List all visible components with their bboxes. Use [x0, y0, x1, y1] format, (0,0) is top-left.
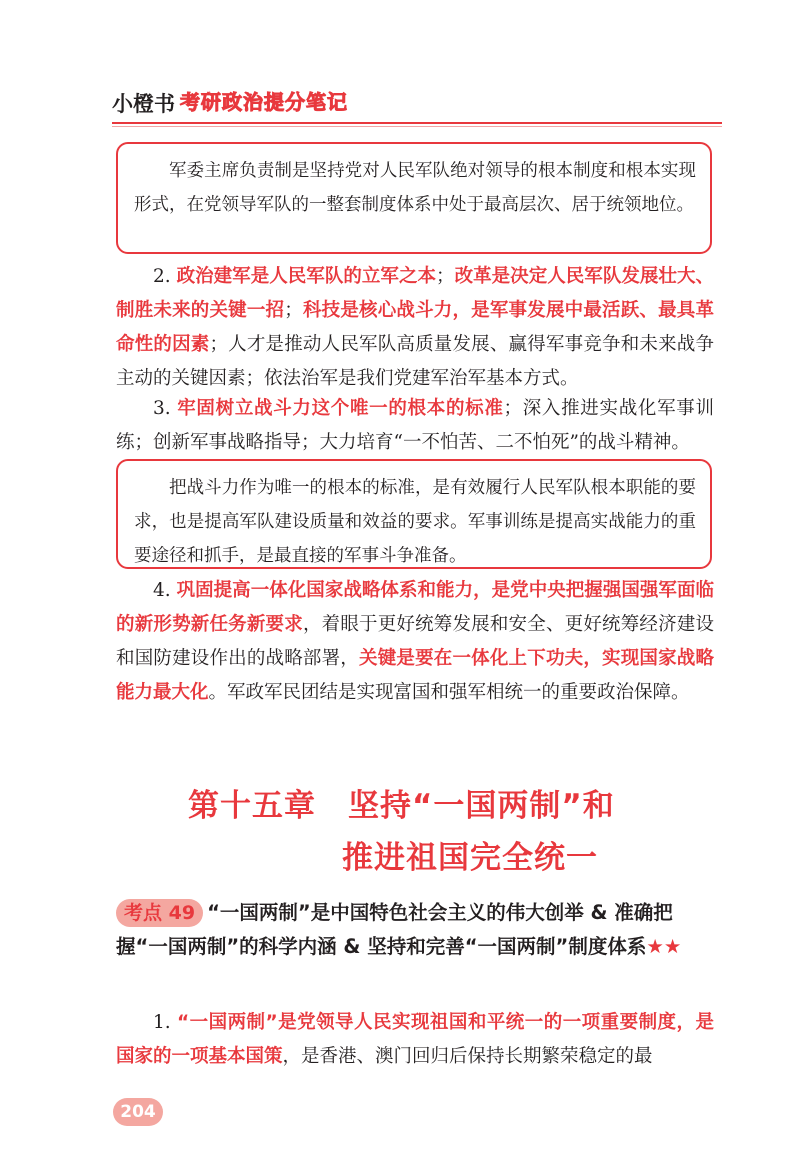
- chapter-title-line-2: 推进祖国完全统一: [342, 840, 598, 876]
- para-2-text-3: ；人才是推动人民军队高质量发展、赢得军事竞争和未来战争主动的关键因素；依法治军是我们党建军治军基本方式。: [116, 334, 714, 389]
- star-rating-icon: ★★: [646, 935, 682, 958]
- para-2-highlight-3: 科技是核心战斗力，是军事发展中最活跃、最具革命性的因素: [116, 300, 714, 355]
- page-number: 204: [113, 1098, 163, 1126]
- para-2-text-1: ；: [436, 266, 455, 287]
- exam-point-heading: [116, 896, 716, 964]
- para-4-highlight-2: 关键是要在一体化上下功夫，实现国家战略能力最大化: [116, 648, 714, 703]
- header-rule-thin: [112, 126, 722, 127]
- paragraph-3: [116, 392, 714, 460]
- book-brand: 小橙书: [112, 92, 175, 116]
- para-4-text-1: ，着眼于更好统筹发展和安全、更好统筹经济建设和国防建设作出的战略部署，: [116, 614, 714, 669]
- para-4-text-2: 。军政军民团结是实现富国和强军相统一的重要政治保障。: [208, 682, 690, 703]
- para-3-highlight-1: 牢固树立战斗力这个唯一的根本的标准: [177, 398, 504, 419]
- note-box-1: 军委主席负责制是坚持党对人民军队绝对领导的根本制度和根本实现形式，在党领导军队的一整套制度体系中处于最高层次、居于统领地位。: [116, 142, 712, 254]
- para-2-number: 2.: [153, 266, 177, 287]
- paragraph-4: [116, 574, 714, 710]
- chapter-title-line-1: 第十五章 坚持“一国两制”和: [188, 788, 615, 824]
- note-box-2: 把战斗力作为唯一的根本的标准，是有效履行人民军队根本职能的要求，也是提高军队建设质量和效益的要求。军事训练是提高实战能力的重要途径和抓手，是最直接的军事斗争准备。: [116, 459, 712, 569]
- header-rule: [112, 122, 722, 124]
- para-2-highlight-1: 政治建军是人民军队的立军之本: [176, 266, 437, 287]
- para-5-number: 1.: [153, 1012, 178, 1033]
- paragraph-5: [116, 1006, 714, 1074]
- para-4-number: 4.: [153, 580, 177, 601]
- page-header: [112, 84, 722, 124]
- para-2-text-2: ；: [284, 300, 303, 321]
- exam-point-tag: 考点 49: [116, 899, 203, 927]
- para-5-highlight-1: “一国两制”是党领导人民实现祖国和平统一的一项重要制度，是国家的一项基本国策: [116, 1012, 714, 1067]
- paragraph-2: [116, 260, 714, 396]
- exam-point-title: “一国两制”是中国特色社会主义的伟大创举 & 准确把握“一国两制”的科学内涵 & 坚持和完善“一国两制”制度体系: [116, 901, 673, 958]
- para-2-highlight-2: 改革是决定人民军队发展壮大、制胜未来的关键一招: [116, 266, 714, 321]
- para-3-text-1: ；深入推进实战化军事训练；创新军事战略指导；大力培育“一不怕苦、二不怕死”的战斗精神。: [116, 398, 714, 453]
- book-subtitle: 考研政治提分笔记: [180, 90, 348, 114]
- para-4-highlight-1: 巩固提高一体化国家战略体系和能力，是党中央把握强国强军面临的新形势新任务新要求: [116, 580, 714, 635]
- para-5-text-1: ，是香港、澳门回归后保持长期繁荣稳定的最: [282, 1046, 653, 1067]
- para-3-number: 3.: [153, 398, 178, 419]
